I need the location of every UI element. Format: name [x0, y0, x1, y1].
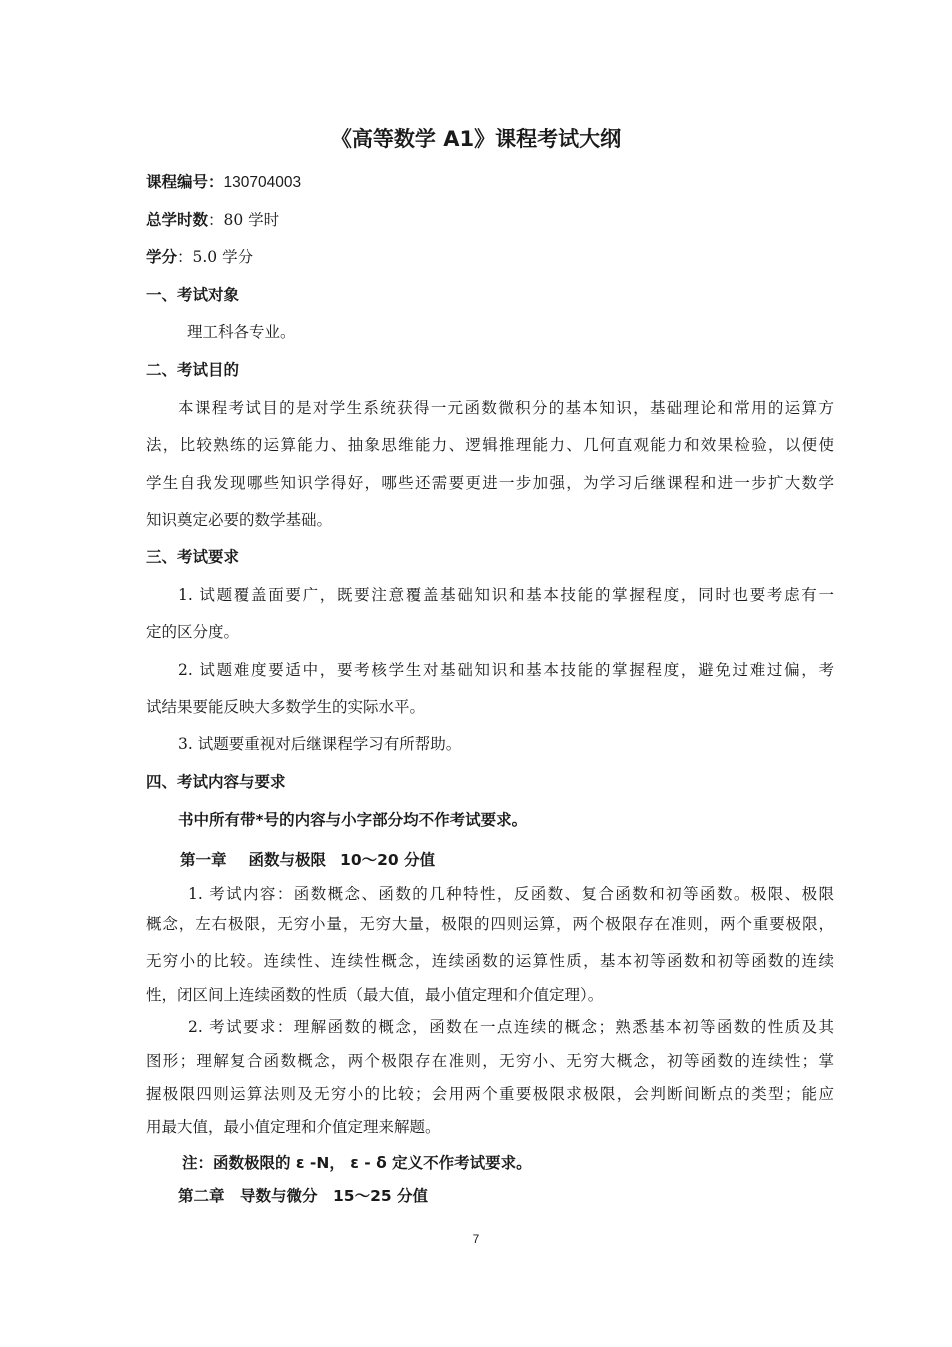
chapter-1-name: 函数与极限: [248, 851, 327, 869]
section-4-heading: 四、考试内容与要求: [146, 773, 286, 791]
section-3-line: 定的区分度。: [146, 623, 240, 641]
chapter-1-req-line: 用最大值，最小值定理和介值定理来解题。: [146, 1118, 441, 1136]
section-1-body: 理工科各专业。: [187, 323, 296, 341]
section-3-line: 1. 试题覆盖面要广，既要注意覆盖基础知识和基本技能的掌握程度，同时也要考虑有一: [178, 586, 834, 604]
credits-value: ：5.0 学分: [177, 248, 254, 266]
section-3-line: 3. 试题要重视对后继课程学习有所帮助。: [178, 735, 462, 753]
chapter-1-content-line: 无穷小的比较。连续性、连续性概念，连续函数的运算性质，基本初等函数和初等函数的连续: [146, 952, 834, 970]
total-hours: [146, 209, 834, 231]
total-hours-value: ：80 学时: [208, 211, 280, 229]
course-code: [146, 171, 834, 194]
credits: [146, 246, 834, 268]
page-number: 7: [472, 1232, 480, 1246]
credits-label: 学分: [146, 248, 178, 266]
course-code-value: 130704003: [223, 174, 302, 191]
section-2-line: 学生自我发现哪些知识学得好，哪些还需要更进一步加强，为学习后继课程和进一步扩大数学: [146, 474, 834, 492]
section-2-heading: 二、考试目的: [146, 361, 240, 379]
section-4-note: 书中所有带*号的内容与小字部分均不作考试要求。: [178, 811, 528, 829]
course-code-label: 课程编号：: [146, 173, 224, 191]
chapter-1-content-line: 概念，左右极限，无穷小量，无穷大量，极限的四则运算，两个极限存在准则，两个重要极限，: [146, 915, 834, 933]
document-title: 《高等数学 A1》课程考试大纲: [330, 127, 622, 151]
section-1-heading: 一、考试对象: [146, 286, 240, 304]
section-2-line: 法，比较熟练的运算能力、抽象思维能力、逻辑推理能力、几何直观能力和效果检验，以便使: [146, 436, 834, 454]
section-3-heading: 三、考试要求: [146, 548, 240, 566]
chapter-1-note: 注：函数极限的 ε -N， ε - δ 定义不作考试要求。: [182, 1154, 532, 1172]
chapter-1-score: 10～20 分值: [340, 851, 436, 869]
chapter-1-content-line: 1. 考试内容：函数概念、函数的几种特性，反函数、复合函数和初等函数。极限、极限: [188, 885, 834, 903]
chapter-2-heading: 第二章 导数与微分 15～25 分值: [178, 1187, 429, 1205]
chapter-1-req-line: 握极限四则运算法则及无穷小的比较；会用两个重要极限求极限，会判断间断点的类型；能应: [146, 1085, 834, 1103]
section-3-line: 试结果要能反映大多数学生的实际水平。: [146, 698, 426, 716]
chapter-1-content-line: 性，闭区间上连续函数的性质（最大值，最小值定理和介值定理）。: [146, 986, 604, 1004]
section-2-line: 知识奠定必要的数学基础。: [146, 511, 333, 529]
chapter-1-heading: [180, 849, 834, 871]
chapter-1-req-line: 图形；理解复合函数概念，两个极限存在准则，无穷小、无穷大概念，初等函数的连续性；掌: [146, 1052, 834, 1070]
total-hours-label: 总学时数: [146, 211, 209, 229]
section-2-line: 本课程考试目的是对学生系统获得一元函数微积分的基本知识，基础理论和常用的运算方: [178, 399, 834, 417]
chapter-1-label: 第一章: [180, 851, 227, 869]
section-3-line: 2. 试题难度要适中，要考核学生对基础知识和基本技能的掌握程度，避免过难过偏，考: [178, 661, 834, 679]
chapter-1-req-line: 2. 考试要求：理解函数的概念，函数在一点连续的概念；熟悉基本初等函数的性质及其: [188, 1018, 834, 1036]
